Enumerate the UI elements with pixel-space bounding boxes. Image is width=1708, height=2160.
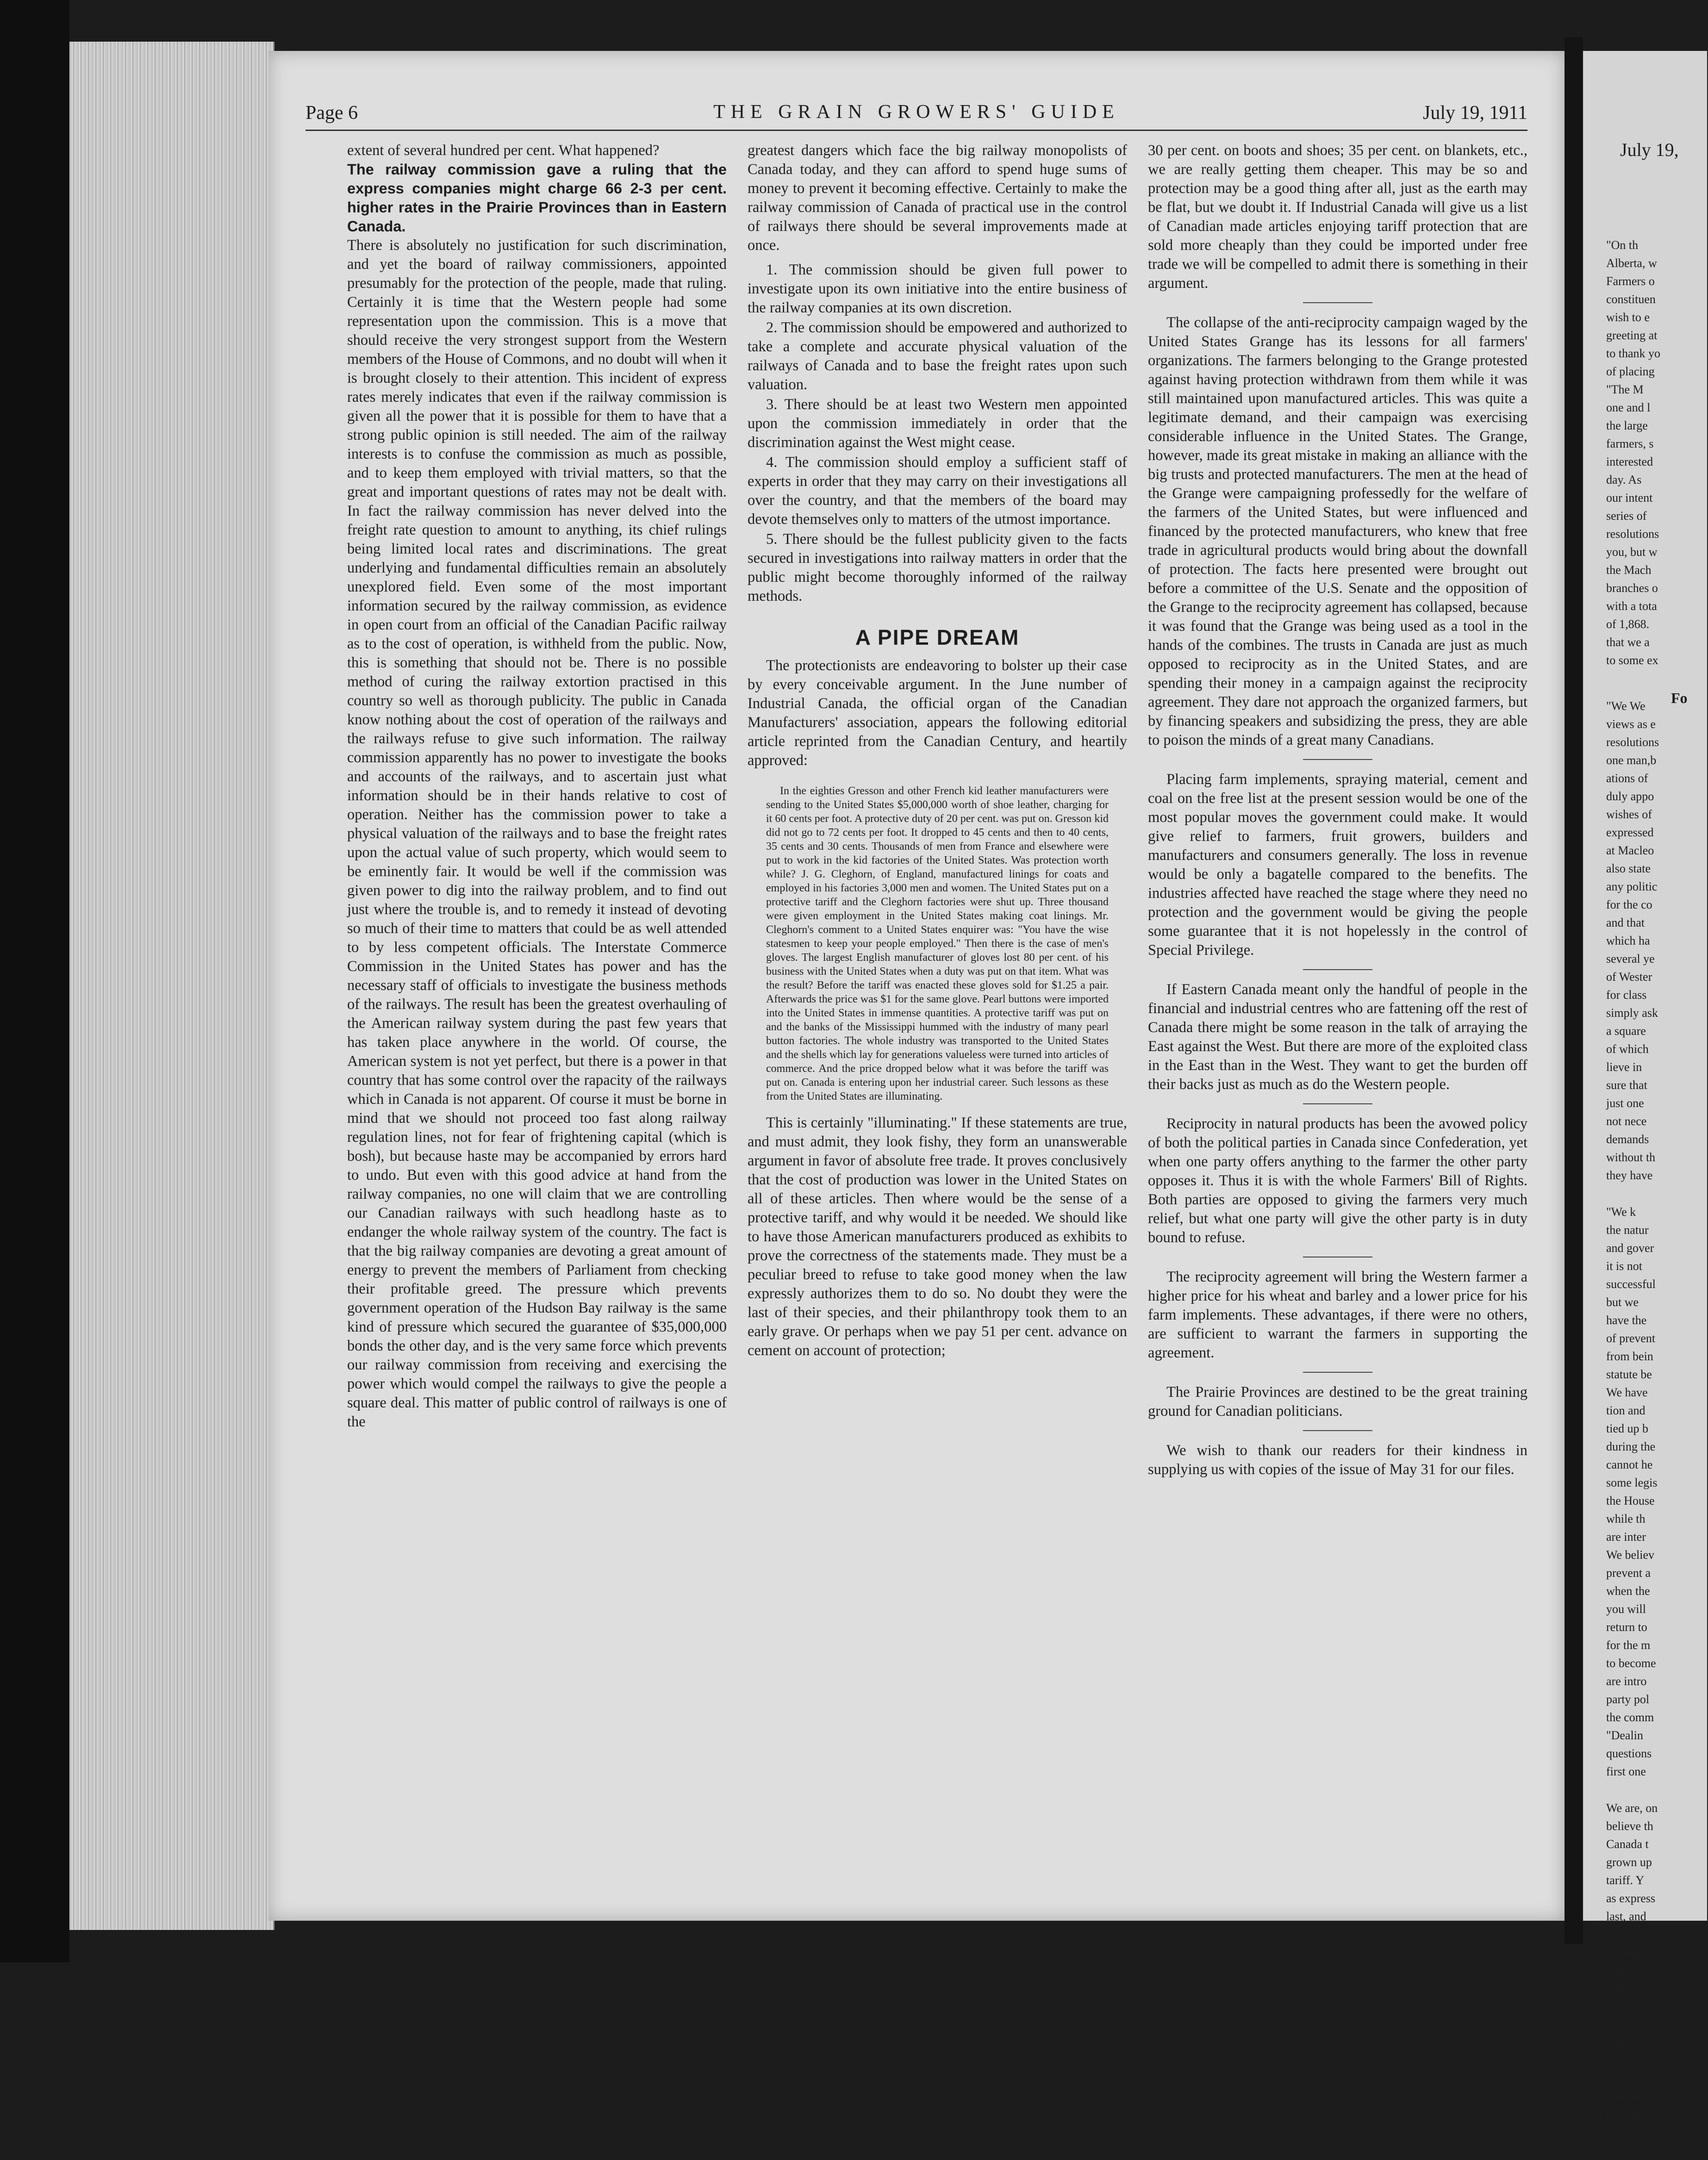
issue-date: July 19, 1911 [1423, 102, 1527, 124]
adjacent-page-fragment: any politic [1606, 880, 1658, 893]
adjacent-page-fragment: successful [1606, 1277, 1656, 1291]
adjacent-page-fragment: of which [1606, 1042, 1649, 1056]
section-divider [1303, 1430, 1372, 1431]
adjacent-page-header: July 19, [1620, 139, 1679, 160]
adjacent-page-fragment: which ha [1606, 934, 1650, 947]
editorial-paragraph: The reciprocity agreement will bring the Western farmer a higher price for his wheat and barley and a lower price for his farm implements. These advantages, if there were no others, are sufficient to warrant the farmers in supporting the agreement. [1148, 1269, 1527, 1361]
adjacent-page-fragment: demands [1606, 1133, 1649, 1146]
adjacent-page-fragment: several ye [1606, 952, 1655, 965]
adjacent-page-fragment: one man,b [1606, 753, 1657, 767]
adjacent-page-fragment: that time [1606, 2000, 1649, 2013]
adjacent-page-fragment: statement [1606, 2090, 1652, 2104]
adjacent-page-fragment: our intent [1606, 491, 1653, 504]
adjacent-page-fragment: and gover [1606, 1241, 1654, 1255]
adjacent-page-fragment: questions [1606, 1747, 1652, 1760]
adjacent-page-fragment: they have [1606, 1169, 1653, 1182]
adjacent-page-fragment: lieve in [1606, 1060, 1642, 1074]
section-divider [1303, 1103, 1372, 1104]
adjacent-page-fragment: simply ask [1606, 1006, 1658, 1020]
adjacent-page-fragment: day. As [1606, 473, 1642, 486]
adjacent-page-fragment: of prevent [1606, 1332, 1656, 1345]
article-headline: A PIPE DREAM [855, 625, 1020, 649]
adjacent-page-fragment: tied up b [1606, 1422, 1648, 1435]
adjacent-page [1583, 51, 1707, 2158]
adjacent-page-fragment: are inter [1606, 1530, 1646, 1544]
editorial-paragraph: The collapse of the anti-reciprocity campaign waged by the United States Grange has its lessons for all farmers' organizations. The farmers belonging to the Grange protested against having protection withdrawn from them while it was still maintained upon manufactured articles. This was quite a legitimate demand, and their campaign was exercising considerable influence in the United States. The Grange, however, made its great mistake in making an alliance with the big trusts and protected manufacturers. The men at the head of the Grange were campaigning professedly for the welfare of the farmers of the United States, but were influenced and financed by the protected manufacturers, who knew that free trade in agricultural products would bring about the downfall of protection. The facts here presented were brought out before a committee of the U.S. Senate and the opposition of the Grange to the reciprocity agreement has collapsed, because it was found that the Grange was being used as a tool in the hands of the combines. The trusts in Canada are just as much opposed to reciprocity as in the United States, and are spending their money in a campaign against the reciprocity agreement. They dare not approach the organized farmers, but by financing speakers and subsidizing the press, they are able to poison the minds of a great many Canadians. [1148, 314, 1527, 748]
adjacent-page-fragment: party pol [1606, 1693, 1650, 1706]
adjacent-page-fragment: for the co [1606, 898, 1652, 911]
adjacent-page-fragment: branches o [1606, 581, 1658, 595]
adjacent-page-fragment: made at [1606, 1964, 1644, 1977]
adjacent-page-fragment: greeting at [1606, 329, 1658, 342]
adjacent-page-fragment: while th [1606, 1512, 1646, 1525]
adjacent-page-fragment: correct t [1606, 1982, 1646, 1995]
adjacent-page-fragment: first one [1606, 1765, 1646, 1778]
editorial-paragraph: Placing farm implements, spraying material, cement and coal on the free list at the present session would be one of the most popular moves the government could make. It would give relief to farmers, fruit growers, builders and manufacturers and consumers generally. The loss in revenue would be only a bagatelle compared to the benefits. The industries affected have reached the stage where they need no protection and the government would be giving the people some guarantee that it is not hopelessly in the control of Special Privilege. [1148, 771, 1527, 959]
adjacent-page-fragment: return to [1606, 1620, 1647, 1634]
adjacent-page-fragment: the large [1606, 419, 1648, 432]
adjacent-page-fragment: "Dealin [1606, 1729, 1643, 1742]
adjacent-page-fragment: booklet f [1606, 1928, 1650, 1941]
adjacent-page-fragment: to become [1606, 1656, 1656, 1670]
adjacent-page-fragment: for the m [1606, 1638, 1651, 1652]
adjacent-page-fragment: but we [1606, 1295, 1639, 1309]
adjacent-page-fragment: expressed [1606, 826, 1654, 839]
adjacent-page-fragment: the natur [1606, 1223, 1649, 1237]
adjacent-page-fragment: for class [1606, 988, 1647, 1002]
adjacent-page-subhead: Fo [1671, 690, 1688, 706]
column-1-body: There is absolutely no justification for such discrimination, and yet the board of railway commissioners, appointed presumably for the protection of the people, made that ruling. Certainly it is time that the Western people had some representation upon the commission. This is a move that should receive the very strongest support from the Western members of the House of Commons, and no doubt will when it is brought closely to their attention. This incident of express rates merely indicates that even if the railway commission is given all the power that it is possible for them to have that a strong public opinion is still needed. The aim of the railway interests is to confuse the commission as much as possible, and to keep them employed with trivial matters, so that the great and important questions of rates may not be dealt with. In fact the railway commission has never delved into the freight rate question to amount to anything, its chief rulings being limited local rates and discriminations. The great underlying and fundamental difficulties remain an absolutely unexplored field. Even some of the most important information secured by the railway commission, as evidence in open court from an official of the Canadian Pacific railway as to the cost of operation, is withheld from the public. Now, this is something that should not be. There is no possible method of curing the railway extortion practised in this country so well as thorough publicity. The public in Canada know nothing about the cost of operation of the railways and the railways refuse to give such information. The railway commission apparently has no power to investigate the books and accounts of the railways, and to ascertain just what information should be in their hands relative to cost of operation. Neither has the commission power to take a physical valuation of the railways and to base the freight rates upon the actual value of such property, which would seem to be eminently fair. It would be well if the commission was given power to dig into the railway problem, and to find out just where the trouble is, and to remedy it instead of devoting so much of their time to matters that could be as well attended to by less competent officials. The Interstate Commerce Commission in the United States has power and has the necessary staff of officials to investigate the business methods of the railways. The result has been the greatest overhauling of the American railway system during the past few years that has taken place anywhere in the world. Of course, the American system is not yet perfect, but there is a power in that country that has some control over the rapacity of the railways which in Canada is not apparent. Of course it must be borne in mind that we should not proceed too fast along railway regulation lines, not for fear of frightening capital (which is bosh), but because haste may be accompanied by errors hard to undo. But even with this good advice at hand from the railway companies, no one will claim that we are controlling our Canadian railways with such headlong haste as to endanger the whole railway system of the country. The fact is that the big railway companies are devoting a great amount of energy to prevent the members of Parliament from checking their profitable greed. The pressure which prevents government operation of the Hudson Bay railway is the same kind of pressure which secured the guarantee of $35,000,000 bonds the other day, and is the very same force which prevents our railway commission from receiving and exercising the power which would compel the railways to give the people a square deal. This matter of public control of railways is one of the [347, 237, 727, 1430]
page-header [305, 97, 1527, 131]
adjacent-page-fragment: just one [1606, 1096, 1644, 1110]
section-divider [1303, 969, 1372, 970]
column-3-lead: 30 per cent. on boots and shoes; 35 per cent. on blankets, etc., we are really getting them cheaper. This may be so and protection may be a good thing after all, just as the earth may be flat, but we doubt it. If Industrial Canada will give us a list of Canadian made articles enjoying tariff protection that are sold more cheaply than they could be imported under free trade we will be compelled to admit there is something in their argument. [1148, 142, 1527, 292]
adjacent-page-fragment: also state [1606, 862, 1651, 875]
adjacent-page-fragment: resolutions [1606, 735, 1659, 749]
adjacent-page-fragment: some legis [1606, 1476, 1658, 1489]
section-divider [1303, 302, 1372, 303]
adjacent-page-fragment: of 1,868. [1606, 617, 1650, 631]
editorial-paragraph: If Eastern Canada meant only the handful of people in the financial and industrial centres who are fattening off the rest of Canada there might be some reason in the talk of arraying the East against the West. But there are more of the exploited class in the East than in the West. They want to get the burden off their backs just as much as do the Western people. [1148, 981, 1527, 1093]
adjacent-page-fragment: have the [1606, 1313, 1647, 1327]
recommendation-item: 1. The commission should be given full power to investigate upon its own initiative into the entire business of the railway companies at its own discretion. [748, 261, 1127, 316]
adjacent-page-fragment: Farmers o [1606, 274, 1655, 288]
adjacent-page-fragment: "We We [1606, 699, 1646, 713]
bold-statement: The railway commission gave a ruling that the express companies might charge 66 2-3 per cent. higher rates in the Prairie Provinces than in Eastern Canada. [347, 161, 727, 235]
editorial-paragraph: We wish to thank our readers for their kindness in supplying us with copies of the issue of May 31 for our files. [1148, 1442, 1527, 1478]
adjacent-page-fragment: of Wester [1606, 970, 1652, 984]
recommendation-item: 3. There should be at least two Western men appointed upon the commission immediately in order that the discrimination against the West might cease. [748, 396, 1127, 451]
adjacent-page-fragment: it is not [1606, 1259, 1643, 1273]
adjacent-page-fragment: farmers, s [1606, 437, 1654, 450]
adjacent-page-fragment: to some ex [1606, 654, 1658, 667]
adjacent-page-fragment: that we a [1606, 635, 1650, 649]
article-response: This is certainly "illuminating." If these statements are true, and must admit, they look fishy, they form an unanswerable argument in favor of absolute free trade. It proves conclusively that the cost of production was lower in the United States on all of these articles. Then where would be the sense of a protective tariff, and why would it be needed. We should like to have those American manufacturers produced as exhibits to prove the correctness of the statements made. They must be a peculiar breed to refuse to take good money when the law expressly authorizes them to do so. No doubt they were the last of their species, and their philanthropy took them to an early grave. Or perhaps when we pay 51 per cent. advance on cement on account of protection; [748, 1114, 1127, 1359]
adjacent-page-fragment: the year [1606, 2108, 1645, 2122]
scanner-bezel [0, 0, 69, 1962]
adjacent-page-fragment: not nece [1606, 1114, 1647, 1128]
adjacent-page-fragment: "On th [1606, 238, 1639, 252]
adjacent-page-fragment: sure that [1606, 1078, 1647, 1092]
editorial-paragraph: Reciprocity in natural products has been the avowed policy of both the political parties in Canada since Confederation, yet when one party offers anything to the farmer the other party opposes it. Thus it is with the whole Farmers' Bill of Rights. Both parties are opposed to giving the farmers very much relief, but what one party will give the other party is in duty bound to refuse. [1148, 1115, 1527, 1246]
adjacent-page-fragment: statute be [1606, 1368, 1652, 1381]
adjacent-page-fragment: grown up [1606, 1855, 1652, 1869]
adjacent-page-fragment: the House [1606, 2126, 1655, 2140]
adjacent-page-fragment: with a tota [1606, 599, 1657, 613]
newspaper-page [268, 51, 1565, 1921]
adjacent-page-fragment: Alberta, w [1606, 256, 1657, 270]
adjacent-page-fragment: "The M [1606, 383, 1644, 396]
column-3 [1148, 141, 1527, 1863]
quoted-editorial-text: In the eighties Gresson and other French kid leather manufacturers were sending to the United States $5,000,000 worth of shoe leather, charging for it 60 cents per foot. A protective duty of 20 per cent. was put on. Gresson kid did not go to 72 cents per foot. It dropped to 45 cents and then to 40 cents, 35 cents and 30 cents. Thousands of men from France and elsewhere were put to work in the kid factories of the United States. Was protection worth while? J. G. Cleghorn, of England, manufactured linings for coats and employed in his factories 3,000 men and women. The United States put on a protective tariff and the Cleghorn factories were shut up. Three thousand were given employment in the United States making coat linings. Mr. Cleghorn's comment to a United States enquirer was: "You have the wise statesmen to keep your people employed." Then there is the case of men's gloves. The largest English manufacturer of gloves lost 80 per cent. of his business with the United States when a duty was put on that item. What was the result? Before the tariff was enacted these gloves sold for $1.25 a pair. Afterwards the price was $1 for the same glove. Pearl buttons were imported into the United States in immense quantities. A protective tariff was put on and the banks of the Mississippi hummed with the industry of many pearl button factories. The whole industry was transported to the United States and the shells which lay for generations valueless were turned into articles of commerce. And the price dropped below what it was before the tariff was put on. Canada is entering upon her industrial career. Such lessons as these from the United States are illuminating. [766, 785, 1109, 1102]
adjacent-page-fragment: wish to e [1606, 311, 1650, 324]
adjacent-page-fragment: We have [1606, 1386, 1648, 1399]
section-divider [1303, 759, 1372, 760]
adjacent-page-fragment: when the [1606, 1584, 1650, 1598]
recommendation-item: 2. The commission should be empowered and authorized to take a complete and accurate physical valuation of the railways of Canada and to base the freight rates upon such valuation. [748, 319, 1127, 393]
adjacent-page-fragment: ations of [1606, 772, 1648, 785]
adjacent-page-fragment: you will [1606, 1602, 1646, 1616]
publication-title: THE GRAIN GROWERS' GUIDE [713, 101, 1120, 123]
adjacent-page-fragment: whom yo [1606, 2144, 1652, 2158]
adjacent-page-fragment: series of [1606, 509, 1647, 523]
quoted-editorial [766, 784, 1109, 1103]
recommendation-item: 5. There should be the fullest publicity given to the facts secured in investigations into railway matters in order that the public might become thoroughly informed of the railway methods. [748, 531, 1127, 604]
column-1 [347, 141, 727, 1863]
adjacent-page-fragment: at Macleo [1606, 844, 1654, 857]
adjacent-page-fragment: as express [1606, 1892, 1656, 1905]
adjacent-page-fragment: during the [1606, 1440, 1656, 1453]
adjacent-page-fragment: resolutions [1606, 527, 1659, 541]
editorial-paragraph: The Prairie Provinces are destined to be the great training ground for Canadian politicians. [1148, 1384, 1527, 1419]
adjacent-page-fragment: was repo [1606, 2072, 1650, 2085]
article-intro: The protectionists are endeavoring to bolster up their case by every conceivable argument. In the June number of Industrial Canada, the official organ of the Canadian Manufacturers' association, appears the following editorial article reprinted from the Canadian Century, and heartily approved: [748, 657, 1127, 769]
column-2 [748, 141, 1127, 1863]
column-1-lead: extent of several hundred per cent. What happened? [347, 142, 660, 159]
adjacent-page-fragment: from bein [1606, 1350, 1653, 1363]
adjacent-page-fragment: believe th [1606, 1819, 1653, 1833]
adjacent-page-fragment: through [1606, 1946, 1644, 1959]
book-gutter [1565, 37, 1583, 1944]
adjacent-page-fragment: We are, on [1606, 1801, 1658, 1815]
bound-page-edges [69, 42, 274, 1930]
adjacent-page-fragment: "We k [1606, 1205, 1636, 1219]
adjacent-page-fragment: duly appo [1606, 790, 1654, 803]
section-divider [1303, 1372, 1372, 1373]
adjacent-page-fragment: constituen [1606, 293, 1656, 306]
adjacent-page-fragment: prevent a [1606, 1566, 1651, 1580]
adjacent-page-fragment: tariff. Y [1606, 1874, 1645, 1887]
adjacent-page-fragment: the comm [1606, 1711, 1654, 1724]
adjacent-page-fragment: without th [1606, 1151, 1656, 1164]
adjacent-page-fragment: views as e [1606, 717, 1656, 731]
adjacent-page-fragment: the Mach [1606, 563, 1652, 577]
adjacent-page-fragment: and that [1606, 916, 1645, 929]
page-number: Page 6 [305, 102, 358, 124]
adjacent-page-fragment: that it w [1606, 2036, 1646, 2049]
adjacent-page-fragment: tion and [1606, 1404, 1646, 1417]
adjacent-page-fragment: wishes of [1606, 808, 1652, 821]
adjacent-page-fragment: of placing [1606, 365, 1655, 378]
adjacent-page-fragment: a square [1606, 1024, 1646, 1038]
adjacent-page-fragment: are intro [1606, 1674, 1647, 1688]
adjacent-page-fragment: that if th [1606, 2018, 1647, 2031]
adjacent-page-text-fragments [1606, 236, 1708, 2160]
column-2-lead: greatest dangers which face the big railway monopolists of Canada today, and they can afford to spend huge sums of money to prevent it becoming effective. Certainly to make the railway commission of Canada of practical use in the control of railways there should be several improvements made at once. [748, 142, 1127, 254]
recommendations-list [748, 261, 1127, 606]
adjacent-page-fragment: last, and [1606, 1910, 1646, 1923]
adjacent-page-fragment: the House [1606, 1494, 1655, 1507]
adjacent-page-fragment: you, but w [1606, 545, 1658, 559]
adjacent-page-fragment: Canada t [1606, 1837, 1649, 1851]
adjacent-page-fragment: cannot he [1606, 1458, 1653, 1471]
recommendation-item: 4. The commission should employ a sufficient staff of experts in order that they may carry on their investigations all over the country, and that the members of the board may devote themselves only to matters of the utmost importance. [748, 454, 1127, 528]
adjacent-page-fragment: interested [1606, 455, 1653, 468]
adjacent-page-fragment: to thank yo [1606, 347, 1660, 360]
adjacent-page-fragment: We believ [1606, 1548, 1655, 1562]
adjacent-page-fragment: "Sir, a [1606, 2054, 1636, 2067]
adjacent-page-fragment: one and l [1606, 401, 1651, 414]
